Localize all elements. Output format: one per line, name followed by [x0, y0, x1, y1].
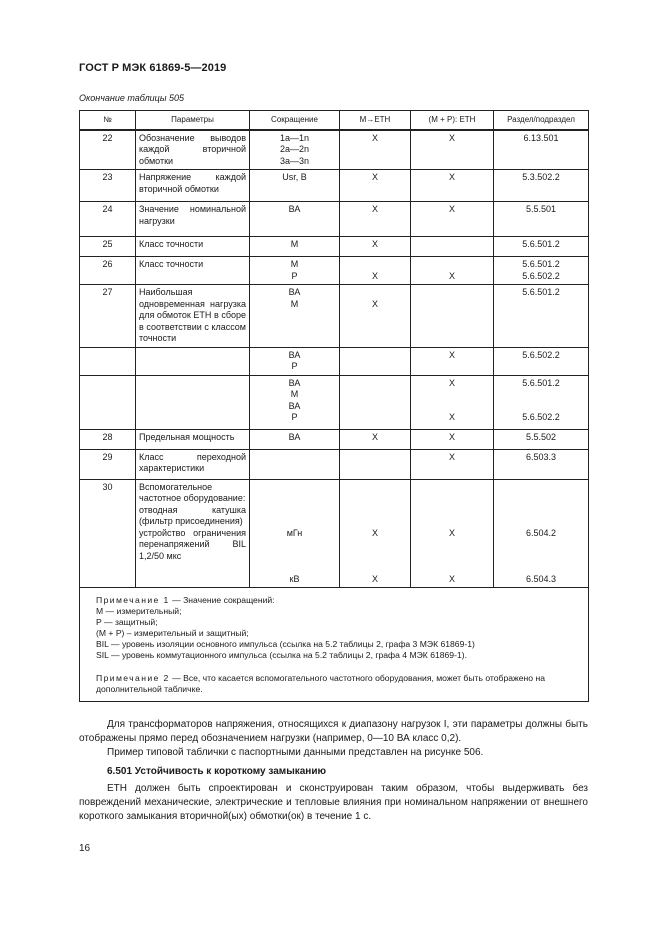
table-row [80, 202, 589, 237]
table-row [80, 449, 589, 479]
paragraph-short-circuit: ETH должен быть спроектирован и сконструирован таким образом, чтобы выдерживать без повреждений механические, электрические и тепловые влияния при номинальном напряжении от внешнего короткого замыкания вторичной(ых) обмотки(ок) в течение 1 с. [79, 783, 588, 822]
row-number: 22 [80, 130, 136, 170]
row-abbreviation: M [250, 237, 340, 257]
row-section: 6.13.501 [494, 130, 589, 170]
row-parameter: Класс переходной характеристики [136, 449, 250, 479]
row-parameter: Наибольшая одновременная нагрузка для обмоток ETH в сборе в соответствии с классом точности [136, 285, 250, 348]
standard-title: ГОСТ Р МЭК 61869-5—2019 [79, 62, 227, 74]
table-notes [80, 588, 589, 702]
row-section: 6.503.3 [494, 449, 589, 479]
row-mp-eth: X [411, 170, 494, 202]
row-m-eth: X [340, 170, 411, 202]
row-abbreviation: Usr, В [250, 170, 340, 202]
row-number: 29 [80, 449, 136, 479]
paragraph-example: Пример типовой таблички с паспортными данными представлен на рисунке 506. [107, 747, 484, 758]
page-number: 16 [79, 843, 91, 854]
row-abbreviation: ВА P [250, 347, 340, 375]
row-section: 5.5.501 [494, 202, 589, 237]
table-row [80, 257, 589, 285]
row-section: 5.3.502.2 [494, 170, 589, 202]
row-m-eth [340, 347, 411, 375]
note-2-label: Примечание 2 [96, 673, 170, 683]
table-row [80, 375, 589, 429]
table-row [80, 285, 589, 348]
row-number [80, 347, 136, 375]
row-mp-eth: X [411, 347, 494, 375]
col-header-m-eth: M→ETH [340, 111, 411, 130]
row-parameter: Обозначение выводов каждой вторичной обмотки [136, 130, 250, 170]
row-mp-eth [411, 237, 494, 257]
table-row [80, 347, 589, 375]
row-abbreviation [250, 449, 340, 479]
note-1-item: M — измерительный; [96, 606, 182, 616]
row-parameter: Предельная мощность [136, 429, 250, 449]
row-parameter: Напряжение каждой вторичной обмотки [136, 170, 250, 202]
table-row [80, 237, 589, 257]
row-number: 25 [80, 237, 136, 257]
row-abbreviation: 1a—1n 2a—2n 3a—3n [250, 130, 340, 170]
row-mp-eth: X [411, 130, 494, 170]
row-section: 6.504.2 6.504.3 [494, 479, 589, 588]
row-number: 27 [80, 285, 136, 348]
row-section: 5.6.501.2 5.6.502.2 [494, 375, 589, 429]
row-number: 28 [80, 429, 136, 449]
table-row [80, 170, 589, 202]
row-number: 30 [80, 479, 136, 588]
note-1-item: SIL — уровень коммутационного импульса (ссылка на 5.2 таблицы 2, графа 4 МЭК 61869-1). [96, 650, 467, 660]
note-1-item: (M + P) – измерительный и защитный; [96, 628, 249, 638]
row-m-eth: X [340, 429, 411, 449]
row-mp-eth: X X [411, 375, 494, 429]
col-header-section: Раздел/подраздел [494, 111, 589, 130]
note-2-text: — Все, что касается вспомогательного частотного оборудования, может быть отображено на дополнительной табличке. [96, 673, 545, 694]
row-m-eth: X [340, 285, 411, 348]
row-mp-eth [411, 285, 494, 348]
note-1-text: — Значение сокращений: [169, 595, 275, 605]
col-header-params: Параметры [136, 111, 250, 130]
row-m-eth [340, 375, 411, 429]
row-parameter: Класс точности [136, 237, 250, 257]
row-m-eth [340, 449, 411, 479]
row-m-eth: X [340, 130, 411, 170]
row-mp-eth: X [411, 449, 494, 479]
row-m-eth: X X [340, 479, 411, 588]
row-mp-eth: X [411, 257, 494, 285]
row-number [80, 375, 136, 429]
row-number: 26 [80, 257, 136, 285]
row-m-eth: X [340, 257, 411, 285]
row-m-eth: X [340, 202, 411, 237]
row-parameter [136, 347, 250, 375]
note-2 [96, 673, 572, 695]
row-number: 24 [80, 202, 136, 237]
col-header-mp-eth: (M + P): ETH [411, 111, 494, 130]
row-parameter: Вспомогательное частотное оборудование: отводная катушка (фильтр присоединения) устройство ограничения перенапряжений BIL 1,2/50 мкс [136, 479, 250, 588]
row-section: 5.6.502.2 [494, 347, 589, 375]
row-section: 5.5.502 [494, 429, 589, 449]
note-1 [96, 595, 572, 606]
row-abbreviation: ВА [250, 429, 340, 449]
row-section: 5.6.501.2 [494, 285, 589, 348]
row-abbreviation: M P [250, 257, 340, 285]
section-heading-6-501: 6.501 Устойчивость к короткому замыканию [107, 766, 327, 777]
table-row [80, 429, 589, 449]
table-caption: Окончание таблицы 505 [79, 93, 184, 103]
row-section: 5.6.501.2 [494, 237, 589, 257]
row-parameter: Значение номинальной нагрузки [136, 202, 250, 237]
col-header-abbr: Сокращение [250, 111, 340, 130]
note-1-item: BIL — уровень изоляции основного импульса (ссылка на 5.2 таблицы 2, графа 3 МЭК 61869-1) [96, 639, 475, 649]
table-row [80, 479, 589, 588]
row-abbreviation: ВА [250, 202, 340, 237]
row-mp-eth: X [411, 429, 494, 449]
notes-row [80, 588, 589, 702]
row-abbreviation: мГн кВ [250, 479, 340, 588]
row-abbreviation: ВА M ВА P [250, 375, 340, 429]
note-1-item: P — защитный; [96, 617, 158, 627]
paragraph-load-range: Для трансформаторов напряжения, относящихся к диапазону нагрузок I, эти параметры должны быть отображены прямо перед обозначением нагрузки (например, 0—10 ВА класс 0,2). [79, 719, 588, 744]
row-parameter: Класс точности [136, 257, 250, 285]
row-mp-eth: X [411, 202, 494, 237]
table-row [80, 130, 589, 170]
row-parameter [136, 375, 250, 429]
parameters-table [79, 110, 589, 702]
row-mp-eth: X X [411, 479, 494, 588]
row-number: 23 [80, 170, 136, 202]
row-m-eth: X [340, 237, 411, 257]
note-1-label: Примечание 1 [96, 595, 170, 605]
row-section: 5.6.501.2 5.6.502.2 [494, 257, 589, 285]
table-header-row [80, 111, 589, 130]
row-abbreviation: ВА M [250, 285, 340, 348]
col-header-number: № [80, 111, 136, 130]
